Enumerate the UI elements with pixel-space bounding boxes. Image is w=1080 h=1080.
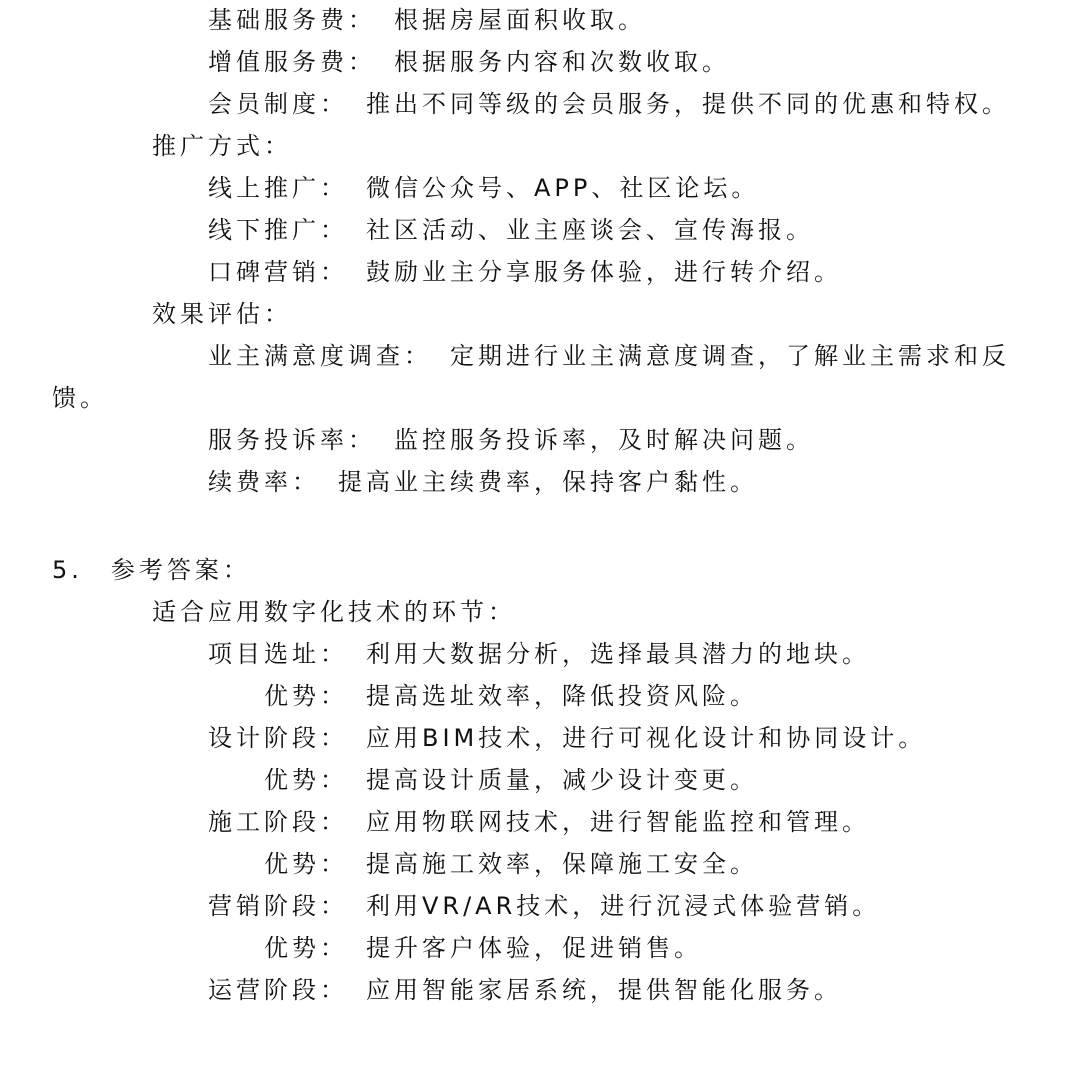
q5-advantage-label: 优势： <box>264 766 348 794</box>
q5-item-design <box>208 722 926 754</box>
q5-advantage-value: 提高施工效率，保障施工安全。 <box>366 850 758 878</box>
eval-complaint-value: 监控服务投诉率，及时解决问题。 <box>394 426 814 454</box>
promo-wom-line <box>208 256 842 288</box>
q5-advantage-label: 优势： <box>264 850 348 878</box>
eval-renewal-label: 续费率： <box>208 468 320 496</box>
promo-offline-line <box>208 214 814 246</box>
q5-subheading: 适合应用数字化技术的环节： <box>152 598 516 626</box>
promo-online-value: 微信公众号、APP、社区论坛。 <box>366 174 760 202</box>
q5-title: 参考答案： <box>110 556 251 584</box>
q5-advantage-label: 优势： <box>264 682 348 710</box>
promo-wom-value: 鼓励业主分享服务体验，进行转介绍。 <box>366 258 842 286</box>
q5-item-label: 设计阶段： <box>208 724 348 752</box>
q5-item-value: 应用BIM技术，进行可视化设计和协同设计。 <box>366 724 927 752</box>
promo-heading: 推广方式： <box>152 132 292 160</box>
q5-advantage-value: 提高设计质量，减少设计变更。 <box>366 766 758 794</box>
promo-online-label: 线上推广： <box>208 174 348 202</box>
q5-item-label: 项目选址： <box>208 640 348 668</box>
q5-item-marketing <box>208 890 880 922</box>
q5-number: 5. <box>52 556 83 584</box>
promo-offline-label: 线下推广： <box>208 216 348 244</box>
q5-item-value: 利用大数据分析，选择最具潜力的地块。 <box>366 640 870 668</box>
q5-item-construction-advantage <box>264 848 758 880</box>
promo-offline-value: 社区活动、业主座谈会、宣传海报。 <box>366 216 814 244</box>
q5-item-design-advantage <box>264 764 758 796</box>
promo-online-line <box>208 172 759 204</box>
q5-advantage-label: 优势： <box>264 934 348 962</box>
q5-item-construction <box>208 806 870 838</box>
fee-value-added-value: 根据服务内容和次数收取。 <box>394 48 730 76</box>
eval-complaint-label: 服务投诉率： <box>208 426 376 454</box>
fee-member-label: 会员制度： <box>208 90 348 118</box>
eval-satisfaction-line <box>208 340 1010 372</box>
q5-item-label: 营销阶段： <box>208 892 348 920</box>
q5-item-label: 施工阶段： <box>208 808 348 836</box>
eval-satisfaction-label: 业主满意度调查： <box>208 342 432 370</box>
q5-item-label: 运营阶段： <box>208 976 348 1004</box>
q5-item-value: 应用物联网技术，进行智能监控和管理。 <box>366 808 870 836</box>
eval-renewal-value: 提高业主续费率，保持客户黏性。 <box>338 468 758 496</box>
q5-heading <box>52 554 251 586</box>
fee-member-value: 推出不同等级的会员服务，提供不同的优惠和特权。 <box>366 90 1010 118</box>
eval-heading: 效果评估： <box>152 300 292 328</box>
fee-basic-value: 根据房屋面积收取。 <box>394 6 646 34</box>
q5-advantage-value: 提高选址效率，降低投资风险。 <box>366 682 758 710</box>
eval-renewal-line <box>208 466 758 498</box>
q5-item-marketing-advantage <box>264 932 702 964</box>
q5-item-value: 应用智能家居系统，提供智能化服务。 <box>366 976 842 1004</box>
q5-item-operation <box>208 974 842 1006</box>
eval-satisfaction-wrap: 馈。 <box>52 384 108 412</box>
fee-value-added-label: 增值服务费： <box>208 48 376 76</box>
q5-advantage-value: 提升客户体验，促进销售。 <box>366 934 702 962</box>
fee-value-added-line <box>208 46 730 78</box>
q5-item-value: 利用VR/AR技术，进行沉浸式体验营销。 <box>366 892 881 920</box>
q5-item-site-advantage <box>264 680 758 712</box>
promo-wom-label: 口碑营销： <box>208 258 348 286</box>
fee-basic-label: 基础服务费： <box>208 6 376 34</box>
fee-basic-line <box>208 4 646 36</box>
eval-complaint-line <box>208 424 814 456</box>
q5-item-site <box>208 638 870 670</box>
fee-member-line <box>208 88 1010 120</box>
eval-satisfaction-value: 定期进行业主满意度调查，了解业主需求和反 <box>450 342 1010 370</box>
